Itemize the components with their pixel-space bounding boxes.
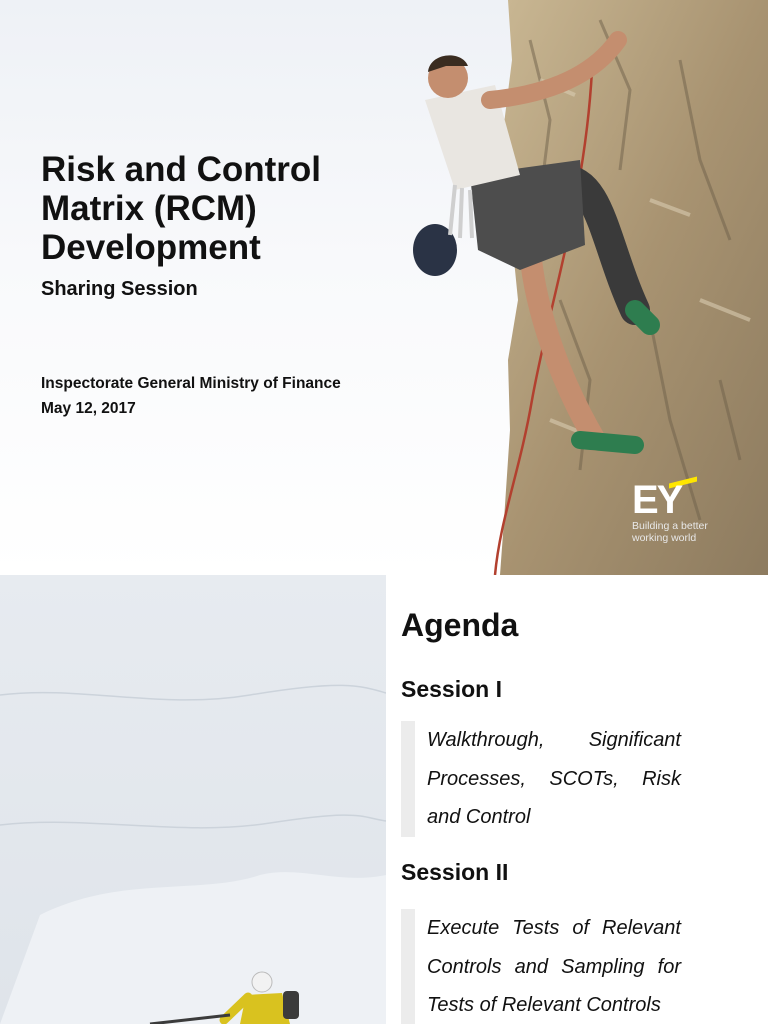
- ey-logo-mark: EY: [632, 478, 682, 522]
- snow-mountaineer-photo: [0, 575, 386, 1024]
- ey-tagline: Building a better working world: [632, 520, 708, 544]
- quote-bar: [401, 721, 415, 837]
- session-2-topics: Execute Tests of Relevant Controls and Sampling for Tests of Relevant Controls: [427, 917, 681, 1016]
- presentation-title: Risk and Control Matrix (RCM) Development: [41, 150, 322, 267]
- session-2-heading: Session II: [401, 859, 509, 885]
- session-1-topics: Walkthrough, Significant Processes, SCOTs, Risk and Control: [427, 729, 681, 828]
- session-1-topics-block: [401, 721, 691, 837]
- session-1-heading: Session I: [401, 676, 502, 702]
- agenda-heading: Agenda: [401, 607, 519, 643]
- quote-bar: [401, 909, 415, 1024]
- organization-name: Inspectorate General Ministry of Finance: [41, 375, 341, 392]
- ey-logo: [632, 480, 727, 550]
- presentation-date: May 12, 2017: [41, 400, 136, 417]
- presentation-subtitle: Sharing Session: [41, 278, 198, 300]
- session-2-topics-block: [401, 909, 691, 1024]
- agenda-slide: [0, 575, 768, 1024]
